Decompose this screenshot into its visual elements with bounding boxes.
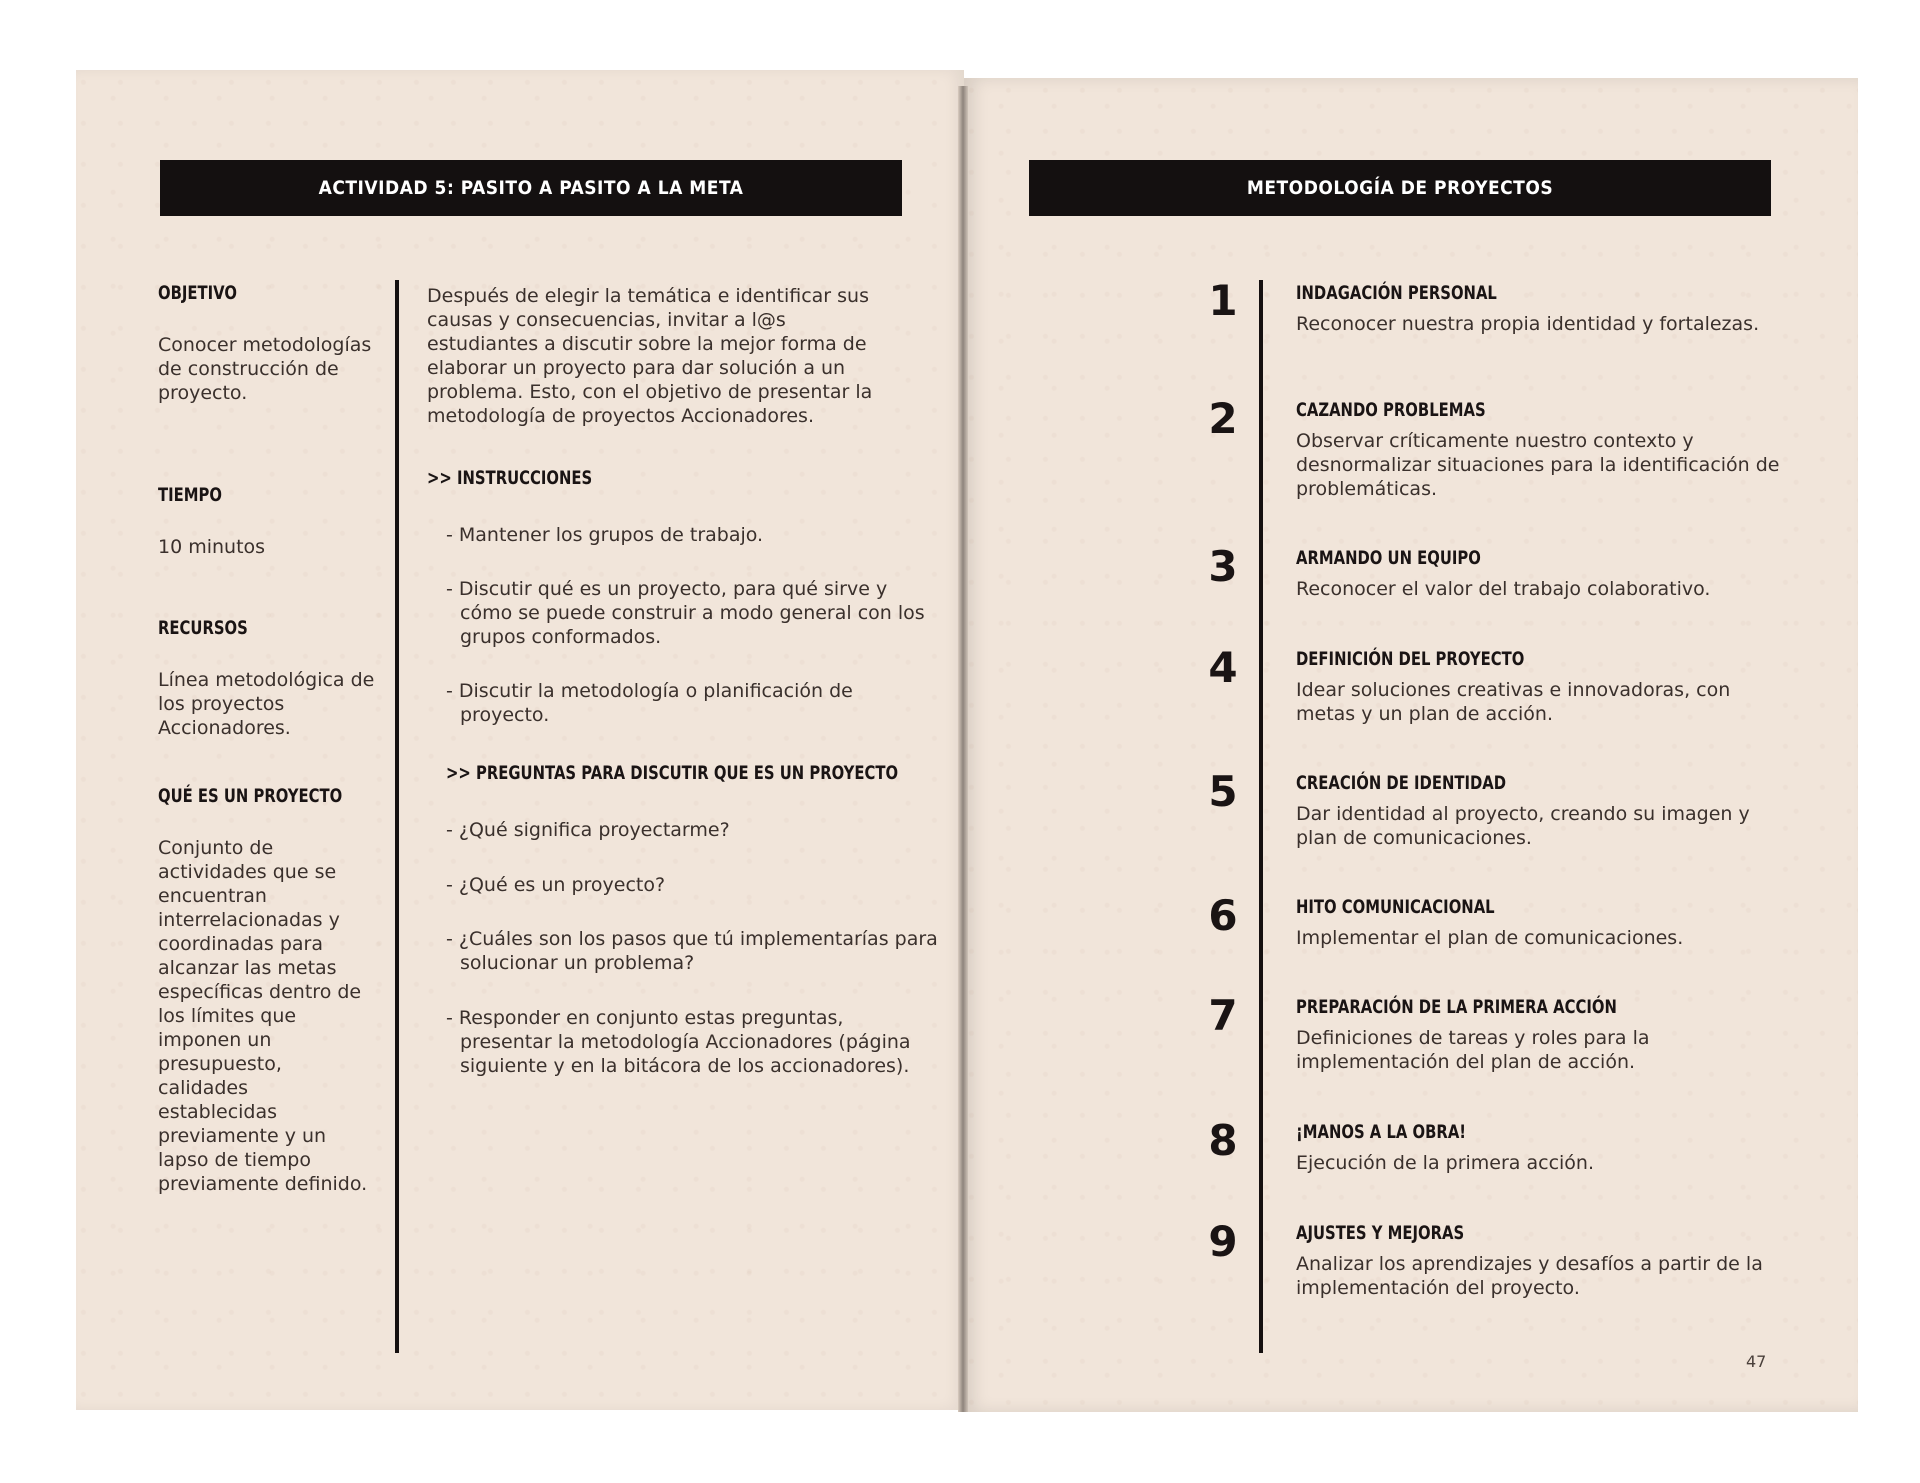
- question-item: - ¿Qué es un proyecto?: [446, 874, 666, 896]
- step-title: HITO COMUNICACIONAL: [1296, 896, 1495, 918]
- book-spine: [958, 86, 968, 1412]
- resources-heading: RECURSOS: [158, 617, 248, 639]
- step-title: ¡MANOS A LA OBRA!: [1296, 1121, 1467, 1143]
- question-item: - ¿Cuáles son los pasos que tú implementarías para solucionar un problema?: [446, 928, 938, 974]
- step-description: Ejecución de la primera acción.: [1296, 1152, 1595, 1174]
- step-title: AJUSTES Y MEJORAS: [1296, 1222, 1465, 1244]
- questions-heading: >> PREGUNTAS PARA DISCUTIR QUE ES UN PROYECTO: [446, 762, 899, 784]
- step-description: Definiciones de tareas y roles para la implementación del plan de acción.: [1296, 1027, 1650, 1073]
- step-number: 9: [1208, 1217, 1238, 1266]
- project-definition-text: Conjunto de actividades que se encuentran interrelacionadas y coordinadas para alcanzar las metas específicas dentro de los límites que imponen un presupuesto, calidades establecidas previamente y un lapso de tiempo previamente definido.: [158, 837, 368, 1195]
- step-number: 1: [1208, 276, 1238, 325]
- step-number: 7: [1208, 991, 1238, 1040]
- left-page: [76, 70, 964, 1410]
- right-page: [964, 78, 1858, 1412]
- left-column-divider: [395, 280, 399, 1353]
- step-description: Analizar los aprendizajes y desafíos a partir de la implementación del proyecto.: [1296, 1253, 1763, 1299]
- step-number: 4: [1208, 643, 1238, 692]
- page-number: 47: [1746, 1352, 1767, 1371]
- steps-divider: [1259, 280, 1263, 1353]
- project-definition-heading: QUÉ ES UN PROYECTO: [158, 785, 343, 807]
- step-description: Dar identidad al proyecto, creando su imagen y plan de comunicaciones.: [1296, 803, 1750, 849]
- right-page-header: METODOLOGÍA DE PROYECTOS: [1029, 160, 1771, 216]
- question-item: - ¿Qué significa proyectarme?: [446, 819, 730, 841]
- step-title: CAZANDO PROBLEMAS: [1296, 399, 1486, 421]
- step-number: 2: [1208, 394, 1238, 443]
- resources-text: Línea metodológica de los proyectos Accionadores.: [158, 669, 375, 739]
- instruction-item: - Mantener los grupos de trabajo.: [446, 524, 764, 546]
- instruction-item: - Discutir la metodología o planificación de proyecto.: [446, 680, 853, 726]
- step-description: Idear soluciones creativas e innovadoras, con metas y un plan de acción.: [1296, 679, 1731, 725]
- instructions-heading: >> INSTRUCCIONES: [427, 467, 593, 489]
- time-text: 10 minutos: [158, 536, 266, 558]
- step-description: Observar críticamente nuestro contexto y desnormalizar situaciones para la identificación de problemáticas.: [1296, 430, 1780, 500]
- step-number: 6: [1208, 891, 1238, 940]
- step-description: Reconocer nuestra propia identidad y fortalezas.: [1296, 313, 1760, 335]
- left-page-header: ACTIVIDAD 5: PASITO A PASITO A LA META: [160, 160, 902, 216]
- step-title: INDAGACIÓN PERSONAL: [1296, 282, 1497, 304]
- step-number: 8: [1208, 1116, 1238, 1165]
- step-description: Implementar el plan de comunicaciones.: [1296, 927, 1684, 949]
- step-number: 3: [1208, 542, 1238, 591]
- question-item: - Responder en conjunto estas preguntas, presentar la metodología Accionadores (página siguiente y en la bitácora de los accionadores).: [446, 1007, 911, 1077]
- objective-text: Conocer metodologías de construcción de proyecto.: [158, 334, 372, 404]
- instruction-item: - Discutir qué es un proyecto, para qué sirve y cómo se puede construir a modo general con los grupos conformados.: [446, 578, 925, 648]
- step-title: ARMANDO UN EQUIPO: [1296, 547, 1481, 569]
- intro-paragraph: Después de elegir la temática e identificar sus causas y consecuencias, invitar a l@s estudiantes a discutir sobre la mejor forma de elaborar un proyecto para dar solución a un problema. Esto, con el objetivo de presentar la metodología de proyectos Accionadores.: [427, 285, 873, 427]
- time-heading: TIEMPO: [158, 484, 222, 506]
- step-title: CREACIÓN DE IDENTIDAD: [1296, 772, 1507, 794]
- step-title: DEFINICIÓN DEL PROYECTO: [1296, 648, 1525, 670]
- step-description: Reconocer el valor del trabajo colaborativo.: [1296, 578, 1711, 600]
- objective-heading: OBJETIVO: [158, 282, 237, 304]
- step-title: PREPARACIÓN DE LA PRIMERA ACCIÓN: [1296, 996, 1617, 1018]
- step-number: 5: [1208, 767, 1238, 816]
